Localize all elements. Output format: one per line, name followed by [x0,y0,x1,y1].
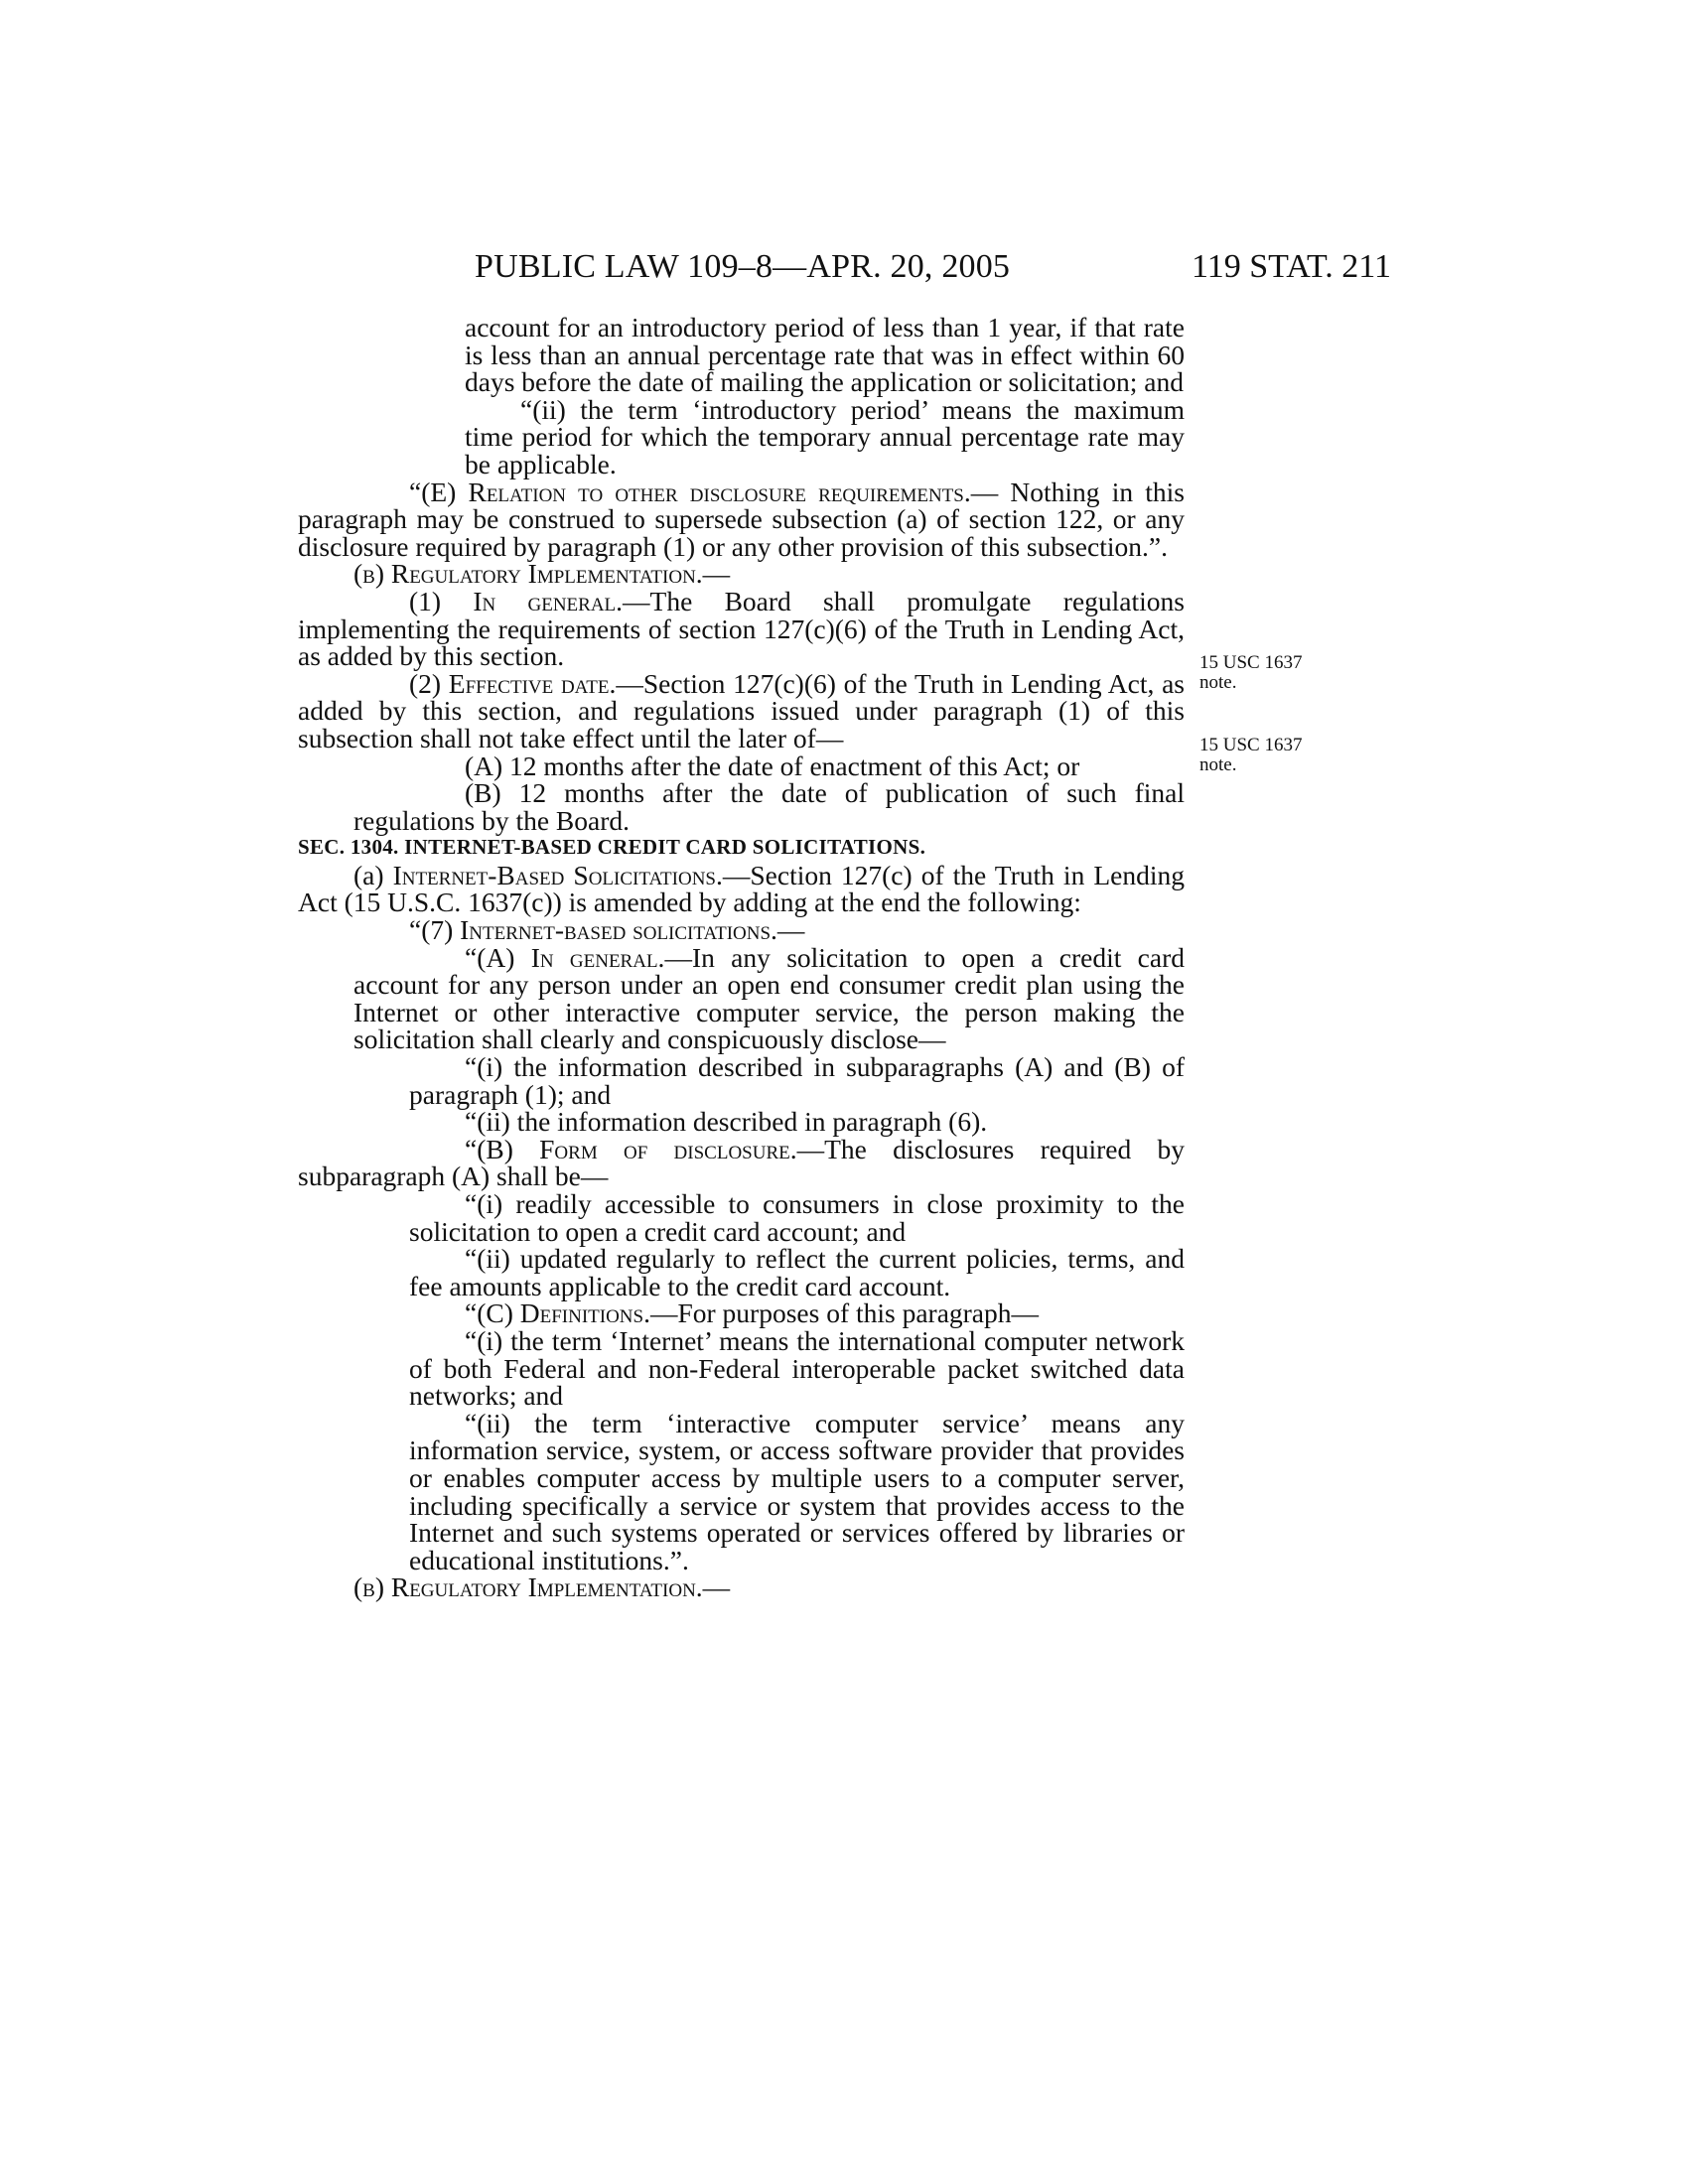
paragraph: “(i) the term ‘Internet’ means the international computer network of both Federal and non-Federal interoperable packet switched data networks; and [409,1324,1185,1412]
paragraph [298,478,1185,561]
paragraph [298,667,1185,753]
paragraph: “(i) readily accessible to consumers in close proximity to the solicitation to open a credit card account; and [409,1188,1185,1247]
page-header-stat: 119 STAT. 211 [1192,248,1391,285]
paragraph [298,941,1185,1055]
paragraph: account for an introductory period of less than 1 year, if that rate is less than an annual percentage rate that was in effect within 60 days before the date of mailing the application or solicitation; and [465,312,1185,398]
margin-note-citation: 15 USC 1637 [1199,735,1303,755]
margin-note-1 [1199,653,1358,693]
paragraph: “(i) the information described in subparagraphs (A) and (B) of paragraph (1); and [409,1051,1185,1110]
paragraph-heading: (1) In general. [409,585,624,616]
paragraph [298,916,1185,944]
paragraph-heading: (2) Effective date. [409,667,617,699]
paragraph: “(ii) the term ‘interactive computer service’ means any information service, system, or access software provider that provides or enables computer access by multiple users to a computer server, including specifically a service or system that provides access to the Internet and such systems operated or services offered by libraries or educational institutions.”. [409,1407,1185,1575]
margin-note-2 [1199,736,1358,775]
paragraph [298,1299,1185,1327]
paragraph-heading: Internet-Based Solicitations. [392,859,723,890]
paragraph-heading: “(B) Form of disclosure. [465,1133,797,1164]
paragraph [298,859,1185,918]
margin-note-citation: 15 USC 1637 [1199,652,1303,673]
paragraph: (A) 12 months after the date of enactment of this Act; or [465,750,1080,781]
paragraph-text: —For purposes of this paragraph— [649,1297,1040,1329]
paragraph-heading: “(E) Relation to other disclosure requirements.— [409,476,999,507]
paragraph-text: —The Board shall promulgate regulations implementing the requirements of section 127(c)(6) of the Truth in Lending Act, as added by this section. [298,585,1185,672]
paragraph: “(ii) the information described in paragraph (6). [465,1106,988,1138]
paragraph [298,1573,1185,1601]
document-body [298,314,1185,1601]
paragraph [298,560,1185,588]
paragraph [298,585,1185,672]
paragraph: “(ii) the term ‘introductory period’ means the maximum time period for which the temporary annual percentage rate may be applicable. [465,393,1185,479]
paragraph-heading: “(C) Definitions. [465,1297,650,1329]
paragraph-label: (a) [353,859,393,890]
paragraph-heading: (b) Regulatory Implementation.— [353,1571,731,1603]
margin-note-label: note. [1199,754,1237,775]
paragraph-text: —The disclosures required by subparagraph (A) shall be— [298,1133,1185,1192]
page-header-title: PUBLIC LAW 109–8—APR. 20, 2005 [475,248,1011,285]
paragraph-text: —Section 127(c) of the Truth in Lending Act (15 U.S.C. 1637(c)) is amended by adding at the end the following: [298,859,1185,918]
paragraph [298,1133,1185,1192]
paragraph-text: Nothing in this paragraph may be construed to supersede subsection (a) of section 122, or any disclosure required by paragraph (1) or any other provision of this subsection.”. [298,476,1186,562]
paragraph-text: —In any solicitation to open a credit card account for any person under an open end consumer credit plan using the Internet or other interactive computer service, the person making the solicitation shall clearly and conspicuously disclose— [353,941,1185,1055]
paragraph: (B) 12 months after the date of publication of such final regulations by the Board. [353,777,1185,836]
paragraph-heading: “(A) In general. [465,941,665,973]
paragraph-text: —Section 127(c)(6) of the Truth in Lending Act, as added by this section, and regulations issued under paragraph (1) of this subsection shall not take effect until the later of— [298,667,1185,753]
margin-note-label: note. [1199,672,1237,693]
paragraph: “(ii) updated regularly to reflect the current policies, terms, and fee amounts applicable to the credit card account. [409,1243,1185,1301]
section-title: SEC. 1304. INTERNET-BASED CREDIT CARD SOLICITATIONS. [298,835,926,860]
paragraph-heading: (b) Regulatory Implementation.— [353,558,731,590]
paragraph-heading: “(7) Internet-based solicitations.— [409,914,805,946]
